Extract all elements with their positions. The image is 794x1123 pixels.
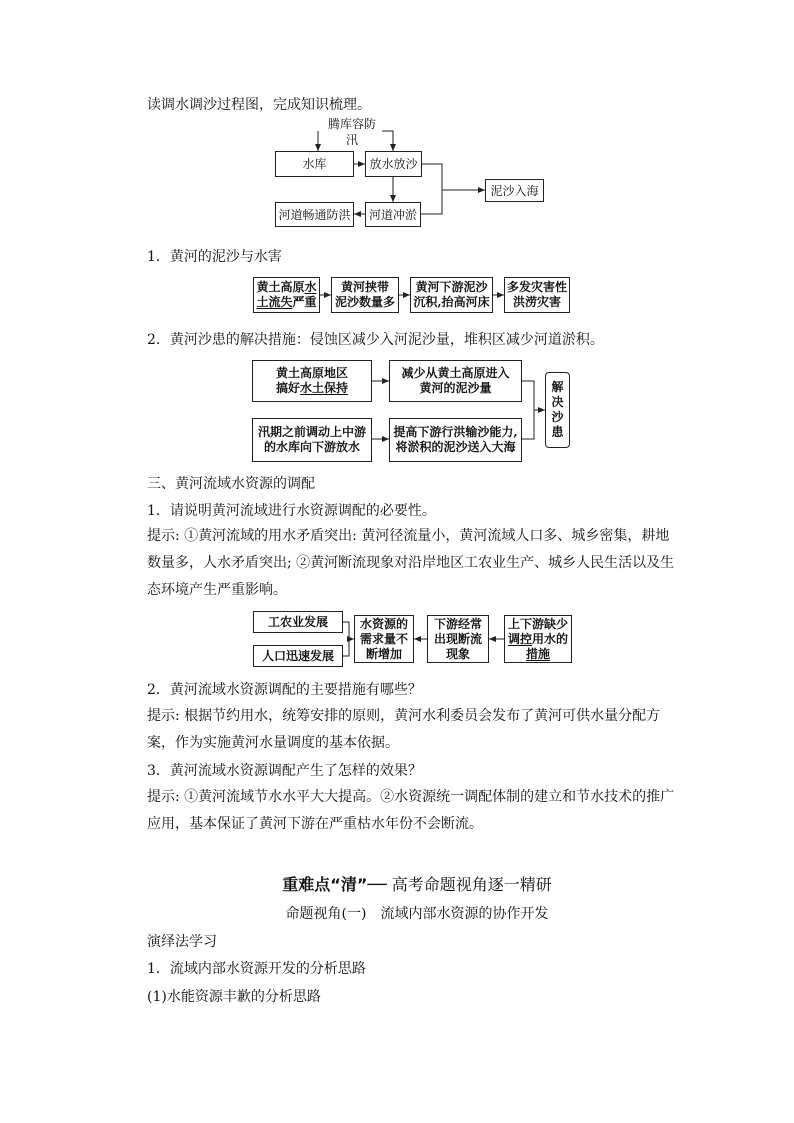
- point-1: 1．流域内部水资源开发的分析思路: [147, 961, 366, 977]
- answer-1: 提示: ①黄河流域的用水矛盾突出: 黄河径流量小，黄河流域人口多、城乡密集，耕地数量多，人水矛盾突出; ②黄河断流现象对沿岸地区工农业生产、城乡人民生活以及生态环境产生严重影响。: [147, 528, 675, 598]
- flood-prevention-label: 腾库容防汛: [322, 122, 382, 141]
- method-label: 演绎法学习: [147, 934, 217, 950]
- chain1-box-sediment: 黄河挟带 泥沙数量多: [331, 277, 399, 313]
- chain1-box-deposit: 黄河下游泥沙 沉积,抬高河床: [410, 277, 493, 313]
- chain3-box-industry: 工农业发展: [253, 611, 343, 633]
- answer-2: 提示: 根据节约用水，统筹安排的原则，黄河水利委员会发布了黄河可供水量分配方案，作为实施黄河水量调度的基本依据。: [147, 708, 661, 751]
- section-heading: 重难点“清”── 高考命题视角逐一精研: [282, 875, 552, 894]
- chain2-box-solve: 解 决 沙 患: [545, 372, 570, 448]
- chain2-box-capacity: 提高下游行洪输沙能力, 将淤积的泥沙送入大海: [389, 418, 522, 462]
- intro-text: 读调水调沙过程图，完成知识梳理。: [147, 97, 371, 113]
- chain2-box-reduce: 减少从黄土高原进入 黄河的泥沙量: [389, 360, 522, 402]
- question-3: 3．黄河流域水资源调配产生了怎样的效果？: [147, 763, 422, 779]
- chain3-box-population: 人口迅速发展: [253, 645, 343, 667]
- chain2-box-loess: 黄土高原地区 搞好水土保持: [252, 360, 372, 402]
- question-2: 2．黄河流域水资源调配的主要措施有哪些？: [147, 682, 422, 698]
- river-clear-box: 河道畅通防洪: [275, 202, 354, 227]
- chain2-box-release: 汛期之前调动上中游 的水库向下游放水: [252, 418, 372, 462]
- sediment-to-sea-box: 泥沙入海: [485, 179, 544, 202]
- river-scour-box: 河道冲淤: [365, 202, 421, 227]
- chain3-box-demand: 水资源的 需求量不 断增加: [354, 615, 414, 663]
- answer-3: 提示: ①黄河流域节水水平大大提高。②水资源统一调配体制的建立和节水技术的推广应用，基本保证了黄河下游在严重枯水年份不会断流。: [147, 789, 675, 832]
- section-3-title: 三、黄河流域水资源的调配: [147, 476, 315, 492]
- chain1-box-flood: 多发灾害性 洪涝灾害: [504, 277, 570, 313]
- question-1: 1．请说明黄河流域进行水资源调配的必要性。: [147, 503, 436, 519]
- section-2-title: 2．黄河沙患的解决措施：侵蚀区减少入河泥沙量，堆积区减少河道淤积。: [147, 332, 604, 348]
- chain1-box-erosion: 黄土高原水 土流失严重: [253, 277, 320, 313]
- chain3-box-dryup: 下游经常 出现断流 现象: [427, 615, 489, 663]
- reservoir-box: 水库: [275, 151, 354, 177]
- release-box: 放水放沙: [365, 151, 422, 177]
- subheading: 命题视角(一) 流域内部水资源的协作开发: [285, 906, 549, 922]
- section-1-title: 1．黄河的泥沙与水害: [147, 249, 282, 265]
- chain3-box-control: 上下游缺少 调控用水的 措施: [504, 615, 572, 663]
- point-1-1: (1)水能资源丰歉的分析思路: [147, 989, 321, 1005]
